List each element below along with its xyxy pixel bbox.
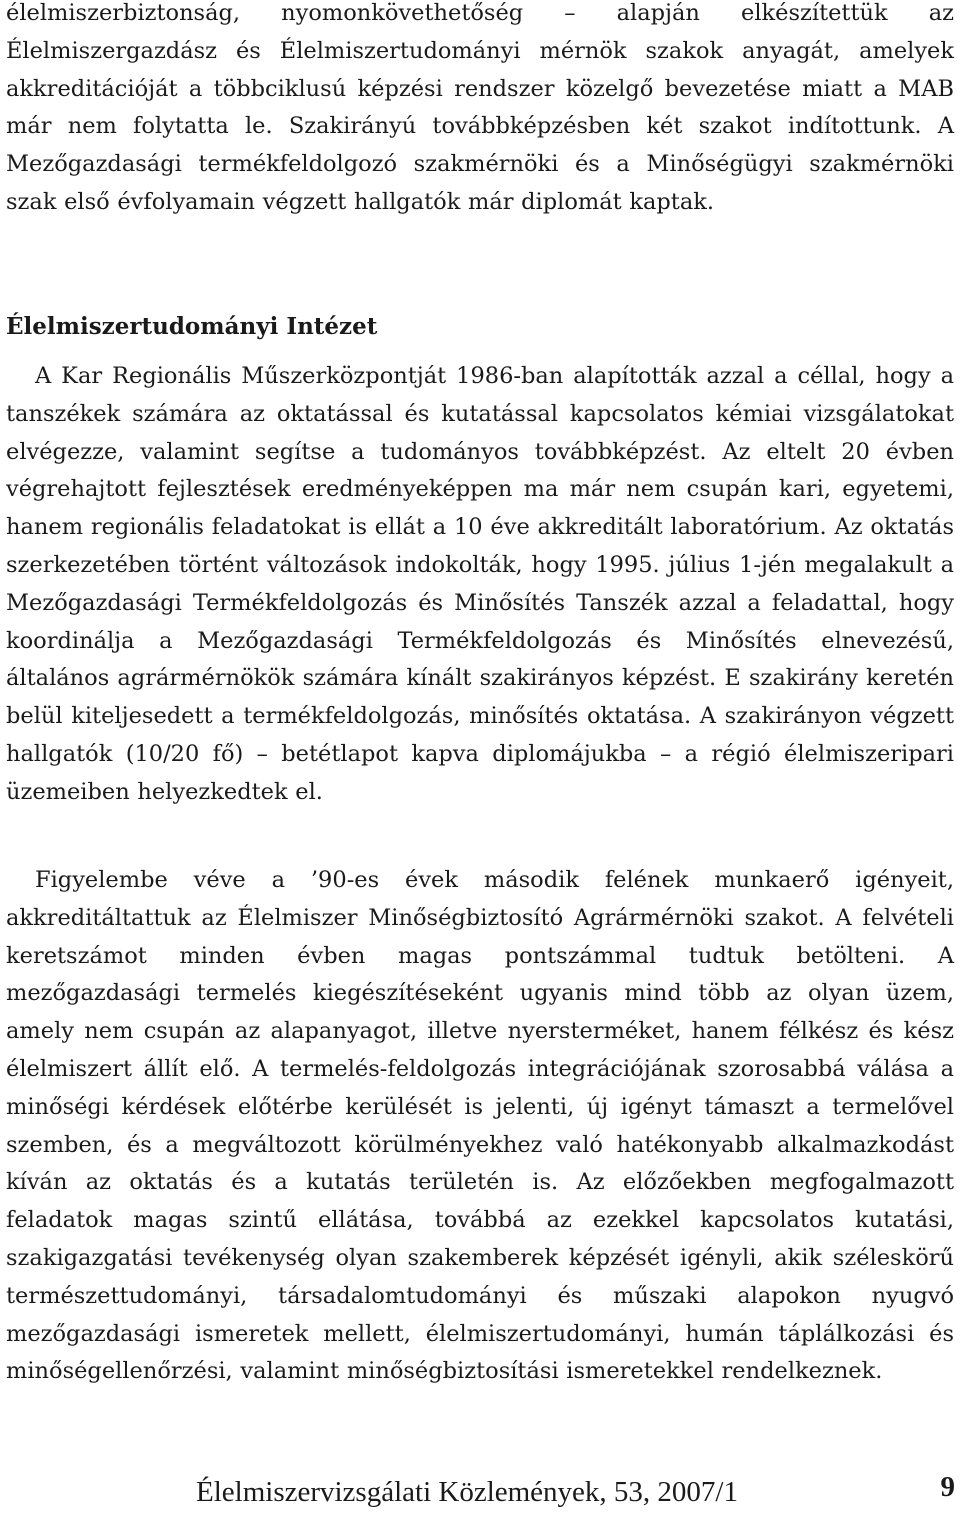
intro-paragraph-block (6, 0, 954, 222)
page-footer (0, 1471, 960, 1514)
nineties-paragraph-block (6, 862, 954, 1391)
page-number: 9 (940, 1471, 955, 1503)
institute-paragraph-block (6, 358, 954, 812)
journal-citation: Élelmiszervizsgálati Közlemények, 53, 2007/1 (196, 1476, 738, 1508)
nineties-paragraph: Figyelembe véve a ’90-es évek második felének munkaerő igényeit, akkreditáltattuk az Élelmiszer Minőségbiztosító Agrármérnöki szakot. A felvételi keretszámot minden évben magas pontszámmal tudtuk betölteni. A mezőgazdasági termelés kiegészítéseként ugyanis mind több az olyan üzem, amely nem csupán az alapanyagot, illetve nyersterméket, hanem félkész és kész élelmiszert állít elő. A termelés-feldolgozás integrációjának szorosabbá válása a minőségi kérdések előtérbe kerülését is jelenti, új igényt támaszt a termelővel szemben, és a megváltozott körülményekhez való hatékonyabb alkalmazkodást kíván az oktatás és a kutatás területén is. Az előzőekben megfogalmazott feladatok magas szintű ellátása, továbbá az ezekkel kapcsolatos kutatási, szakigazgatási tevékenység olyan szakemberek képzését igényli, akik széleskörű természettudományi, társadalomtudományi és műszaki alapokon nyugvó mezőgazdasági ismeretek mellett, élelmiszertudományi, humán táplálkozási és minőségellenőrzési, valamint minőségbiztosítási ismeretekkel rendelkeznek. (6, 867, 954, 1385)
institute-paragraph: A Kar Regionális Műszerközpontját 1986-ban alapították azzal a céllal, hogy a tanszékek számára az oktatással és kutatással kapcsolatos kémiai vizsgálatokat elvégezze, valamint segítse a tudományos továbbképzést. Az eltelt 20 évben végrehajtott fejlesztések eredményeképpen ma már nem csupán kari, egyetemi, hanem regionális feladatokat is ellát a 10 éve akkreditált laboratórium. Az oktatás szerkezetében történt változások indokolták, hogy 1995. július 1-jén megalakult a Mezőgazdasági Termékfeldolgozás és Minősítés Tanszék azzal a feladattal, hogy koordinálja a Mezőgazdasági Termékfeldolgozás és Minősítés elnevezésű, általános agrármérnökök számára kínált szakirányos képzést. E szakirány keretén belül kiteljesedett a termékfeldolgozás, minősítés oktatása. A szakirányon végzett hallgatók (10/20 fő) – betétlapot kapva diplomájukba – a régió élelmiszeripari üzemeiben helyezkedtek el. (6, 363, 954, 805)
section-heading: Élelmiszertudományi Intézet (6, 313, 378, 340)
intro-paragraph: élelmiszerbiztonság, nyomonkövethetőség – alapján elkészítettük az Élelmiszergazdász és Élelmiszertudományi mérnök szakok anyagát, amelyek akkreditációját a többciklusú képzési rendszer közelgő bevezetése miatt a MAB már nem folytatta le. Szakirányú továbbképzésben két szakot indítottunk. A Mezőgazdasági termékfeldolgozó szakmérnöki és a Minőségügyi szakmérnöki szak első évfolyamain végzett hallgatók már diplomát kaptak. (6, 0, 954, 215)
